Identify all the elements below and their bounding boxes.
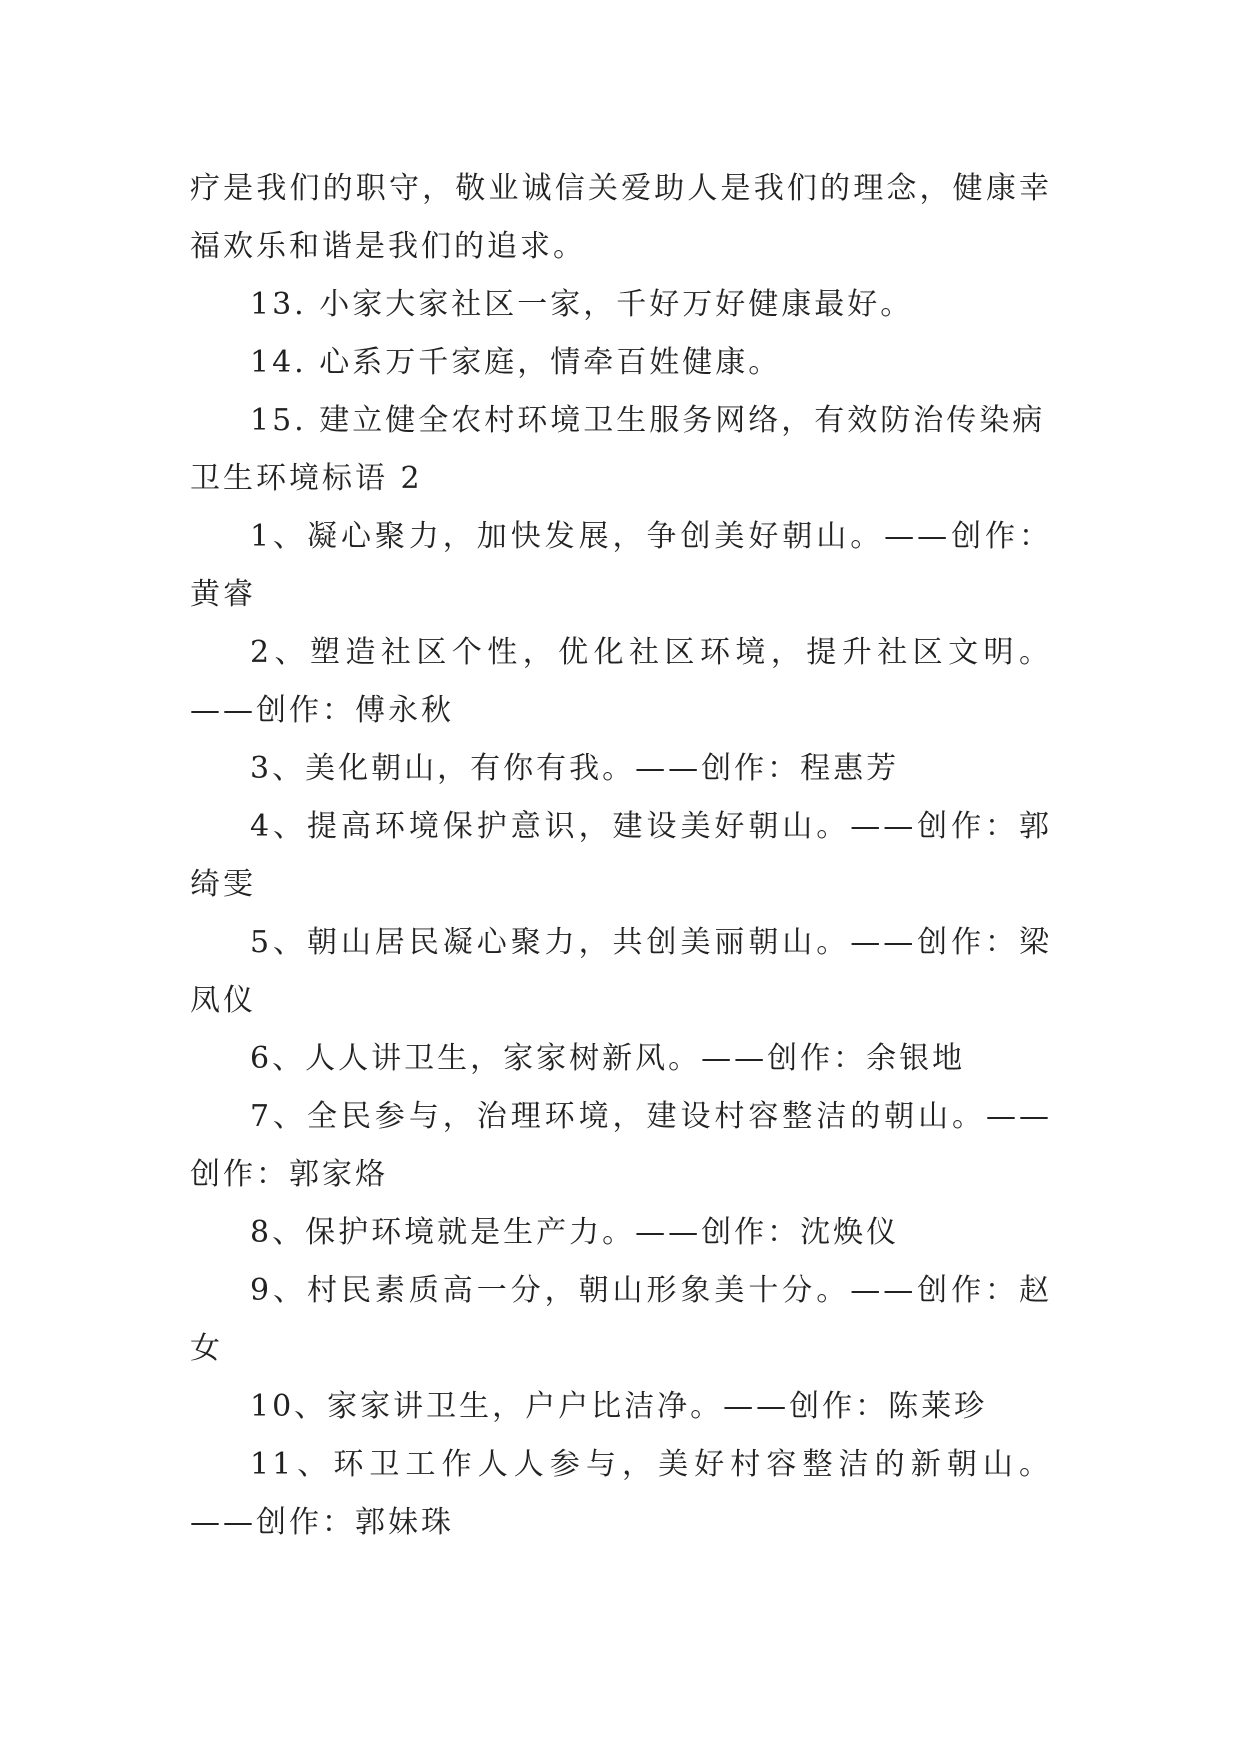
slogan-item-11: 11、环卫工作人人参与，美好村容整洁的新朝山。——创作：郭妹珠: [190, 1447, 1052, 1540]
slogan-item-8: 8、保护环境就是生产力。——创作：沈焕仪: [250, 1215, 900, 1250]
slogan-item-1: 1、凝心聚力，加快发展，争创美好朝山。——创作：黄睿: [190, 519, 1052, 612]
document-page: [190, 160, 1052, 1552]
slogan-item-4: 4、提高环境保护意识，建设美好朝山。——创作：郭绮雯: [190, 809, 1052, 902]
slogan-item-3: 3、美化朝山，有你有我。——创作：程惠芳: [250, 751, 900, 786]
slogan-item-10: 10、家家讲卫生，户户比洁净。——创作：陈莱珍: [250, 1389, 988, 1424]
slogan-item-13: 13. 小家大家社区一家，千好万好健康最好。: [250, 287, 914, 322]
slogan-item-6: 6、人人讲卫生，家家树新风。——创作：余银地: [250, 1041, 966, 1076]
slogan-item-15: 15. 建立健全农村环境卫生服务网络，有效防治传染病: [250, 403, 1046, 438]
slogan-item-14: 14. 心系万千家庭，情牵百姓健康。: [250, 345, 782, 380]
slogan-item-7: 7、全民参与，治理环境，建设村容整洁的朝山。——创作：郭家烙: [190, 1099, 1052, 1192]
slogan-item-9: 9、村民素质高一分，朝山形象美十分。——创作：赵女: [190, 1273, 1052, 1366]
section-heading: 卫生环境标语 2: [190, 461, 423, 496]
slogan-item-5: 5、朝山居民凝心聚力，共创美丽朝山。——创作：梁凤仪: [190, 925, 1052, 1018]
slogan-item-2: 2、塑造社区个性，优化社区环境，提升社区文明。——创作：傅永秋: [190, 635, 1052, 728]
paragraph-continuation: 疗是我们的职守，敬业诚信关爱助人是我们的理念，健康幸福欢乐和谐是我们的追求。: [190, 171, 1052, 264]
